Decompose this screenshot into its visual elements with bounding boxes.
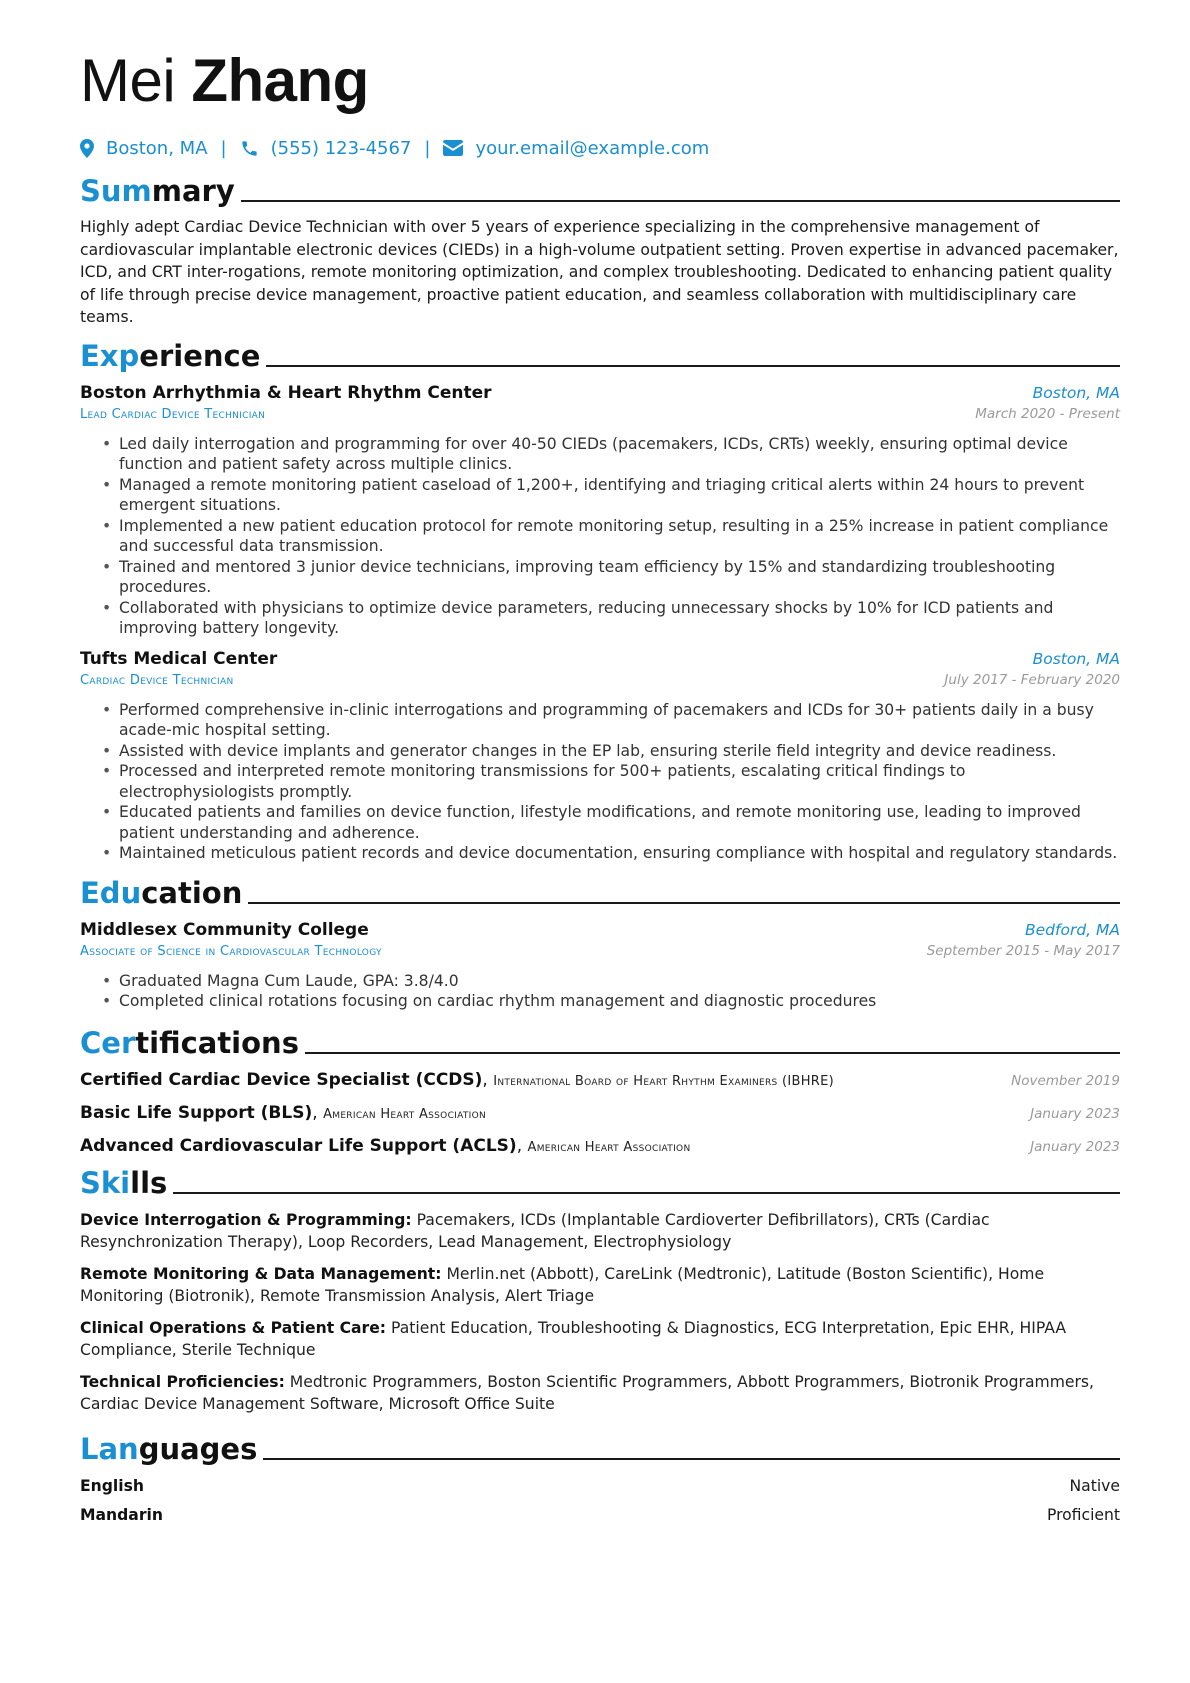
contact-email[interactable] xyxy=(443,138,709,159)
entry-header-row xyxy=(80,383,1120,403)
certification-name: Advanced Cardiovascular Life Support (ACLS) xyxy=(80,1135,517,1156)
certification-item xyxy=(80,1136,1120,1156)
organization-name: Boston Arrhythmia & Heart Rhythm Center xyxy=(80,382,492,403)
entry-location: Boston, MA xyxy=(1032,383,1120,402)
certification-comma: , xyxy=(312,1102,324,1123)
language-name: Mandarin xyxy=(80,1505,163,1524)
location-text: Boston, MA xyxy=(106,137,208,159)
bullet-item: • Collaborated with physicians to optimize device parameters, reducing unnecessary shocks by 10% for ICD patients and improving battery longevity. xyxy=(102,598,1120,639)
first-name: Mei xyxy=(80,47,176,114)
skill-item xyxy=(80,1209,1120,1254)
bullet-item: • Graduated Magna Cum Laude, GPA: 3.8/4.0 xyxy=(102,971,1120,992)
certification-comma: , xyxy=(482,1069,494,1090)
bullet-list xyxy=(102,971,1120,1012)
section-rule xyxy=(248,902,1120,904)
certification-date: January 2023 xyxy=(1030,1105,1120,1122)
skill-values: Merlin.net (Abbott), CareLink (Medtronic), Latitude (Boston Scientific), Home Monitoring (Biotronik), Remote Transmission Analysis, Alert Triage xyxy=(80,1264,1045,1305)
entry-subheader-row xyxy=(80,669,1120,688)
certification-issuer: International Board of Heart Rhythm Examiners (IBHRE) xyxy=(493,1073,835,1089)
entry-subheader-row xyxy=(80,940,1120,959)
skill-category: Technical Proficiencies: xyxy=(80,1372,285,1391)
bullet-list xyxy=(102,434,1120,639)
organization-name: Middlesex Community College xyxy=(80,919,369,940)
phone-text: (555) 123-4567 xyxy=(270,137,412,159)
language-item xyxy=(80,1506,1120,1524)
section-title: Education xyxy=(80,875,243,910)
section-rule xyxy=(173,1192,1120,1194)
certification-title xyxy=(80,1136,690,1156)
language-item xyxy=(80,1477,1120,1495)
skill-category: Device Interrogation & Programming: xyxy=(80,1210,412,1229)
skill-item xyxy=(80,1263,1120,1308)
contact-line xyxy=(80,134,1120,162)
experience-list xyxy=(80,383,1120,864)
bullet-item: • Trained and mentored 3 junior device technicians, improving team efficiency by 15% and standardizing troubleshooting procedures. xyxy=(102,557,1120,598)
entry-role: Associate of Science in Cardiovascular Technology xyxy=(80,943,382,959)
certification-issuer: American Heart Association xyxy=(527,1139,691,1155)
certification-item xyxy=(80,1070,1120,1090)
experience-entry xyxy=(80,383,1120,639)
section-title: Summary xyxy=(80,174,235,208)
certification-name: Certified Cardiac Device Specialist (CCDS) xyxy=(80,1069,483,1090)
section-title: Skills xyxy=(80,1165,168,1200)
section-rule xyxy=(266,365,1120,367)
skill-item xyxy=(80,1317,1120,1362)
bullet-item: • Managed a remote monitoring patient caseload of 1,200+, identifying and triaging critical alerts within 24 hours to prevent emergent situations. xyxy=(102,475,1120,516)
section-title: Languages xyxy=(80,1431,258,1466)
certification-date: January 2023 xyxy=(1030,1138,1120,1155)
education-list xyxy=(80,920,1120,1012)
entry-role: Cardiac Device Technician xyxy=(80,672,234,688)
entry-subheader-row xyxy=(80,403,1120,422)
entry-location: Boston, MA xyxy=(1032,649,1120,668)
skill-values: Pacemakers, ICDs (Implantable Cardioverter Defibrillators), CRTs (Cardiac Resynchronization Therapy), Loop Recorders, Lead Management, Electrophysiology xyxy=(80,1210,990,1251)
certification-title xyxy=(80,1103,486,1123)
skill-values: Medtronic Programmers, Boston Scientific Programmers, Abbott Programmers, Biotronik Programmers, Cardiac Device Management Software, Microsoft Office Suite xyxy=(80,1372,1094,1413)
certification-date: November 2019 xyxy=(1011,1072,1120,1089)
skills-heading xyxy=(80,1160,1120,1200)
skill-item xyxy=(80,1371,1120,1416)
section-rule xyxy=(263,1458,1120,1460)
map-pin-icon xyxy=(80,139,94,158)
section-rule xyxy=(241,200,1120,202)
certification-item xyxy=(80,1103,1120,1123)
bullet-item: • Processed and interpreted remote monitoring transmissions for 500+ patients, escalating critical findings to electrophysiologists promptly. xyxy=(102,761,1120,802)
phone-icon xyxy=(240,139,259,158)
certification-issuer: American Heart Association xyxy=(323,1106,487,1122)
skill-category: Remote Monitoring & Data Management: xyxy=(80,1264,442,1283)
section-rule xyxy=(305,1052,1120,1054)
section-title: Certifications xyxy=(80,1025,299,1060)
bullet-item: • Implemented a new patient education protocol for remote monitoring setup, resulting in a 25% increase in patient compliance and successful data transmission. xyxy=(102,516,1120,557)
certifications-heading xyxy=(80,1020,1120,1060)
envelope-icon xyxy=(443,140,463,156)
certification-comma: , xyxy=(516,1135,528,1156)
entry-dates: September 2015 - May 2017 xyxy=(926,942,1120,959)
resume-page xyxy=(80,40,1120,1524)
language-name: English xyxy=(80,1476,144,1495)
contact-location xyxy=(80,138,208,159)
entry-dates: July 2017 - February 2020 xyxy=(944,671,1120,688)
certification-title xyxy=(80,1070,834,1090)
language-list xyxy=(80,1477,1120,1524)
bullet-list xyxy=(102,700,1120,864)
skill-category: Clinical Operations & Patient Care: xyxy=(80,1318,387,1337)
entry-header-row xyxy=(80,920,1120,940)
section-title: Experience xyxy=(80,338,261,373)
language-level: Proficient xyxy=(1046,1505,1120,1524)
contact-separator: | xyxy=(220,137,227,159)
experience-entry xyxy=(80,649,1120,864)
candidate-name xyxy=(80,40,1120,122)
bullet-item: • Assisted with device implants and generator changes in the EP lab, ensuring sterile field integrity and device readiness. xyxy=(102,741,1120,762)
skill-values: Patient Education, Troubleshooting & Diagnostics, ECG Interpretation, Epic EHR, HIPAA Compliance, Sterile Technique xyxy=(80,1318,1066,1359)
contact-separator: | xyxy=(424,137,431,159)
skill-list xyxy=(80,1209,1120,1416)
entry-location: Bedford, MA xyxy=(1025,920,1120,939)
entry-dates: March 2020 - Present xyxy=(975,405,1120,422)
entry-header-row xyxy=(80,649,1120,669)
bullet-item: • Completed clinical rotations focusing on cardiac rhythm management and diagnostic procedures xyxy=(102,991,1120,1012)
language-level: Native xyxy=(1069,1476,1120,1495)
email-text: your.email@example.com xyxy=(475,137,710,159)
summary-heading xyxy=(80,168,1120,208)
bullet-item: • Maintained meticulous patient records and device documentation, ensuring compliance with hospital and regulatory standards. xyxy=(102,843,1120,864)
bullet-item: • Performed comprehensive in-clinic interrogations and programming of pacemakers and ICDs for 30+ patients daily in a busy acade-mic hospital setting. xyxy=(102,700,1120,741)
certification-name: Basic Life Support (BLS) xyxy=(80,1102,313,1123)
experience-heading xyxy=(80,333,1120,373)
education-heading xyxy=(80,870,1120,910)
last-name: Zhang xyxy=(191,47,369,114)
organization-name: Tufts Medical Center xyxy=(80,648,278,669)
education-entry xyxy=(80,920,1120,1012)
bullet-item: • Led daily interrogation and programming for over 40-50 CIEDs (pacemakers, ICDs, CRTs) weekly, ensuring optimal device function and patient safety across multiple clinics. xyxy=(102,434,1120,475)
languages-heading xyxy=(80,1426,1120,1466)
summary-text: Highly adept Cardiac Device Technician with over 5 years of experience specializing in the comprehensive management of cardiovascular implantable electronic devices (CIEDs) in a high-volume outpatient setting. Proven expertise in advanced pacemaker, ICD, and CRT inter-rogations, remote monitoring optimization, and complex troubleshooting. Dedicated to enhancing patient quality of life through precise device management, proactive patient education, and seamless collaboration with multidisciplinary care teams. xyxy=(80,218,1119,326)
bullet-item: • Educated patients and families on device function, lifestyle modifications, and remote monitoring use, leading to improved patient understanding and adherence. xyxy=(102,802,1120,843)
entry-role: Lead Cardiac Device Technician xyxy=(80,406,266,422)
certification-list xyxy=(80,1070,1120,1156)
contact-phone[interactable] xyxy=(240,138,412,159)
